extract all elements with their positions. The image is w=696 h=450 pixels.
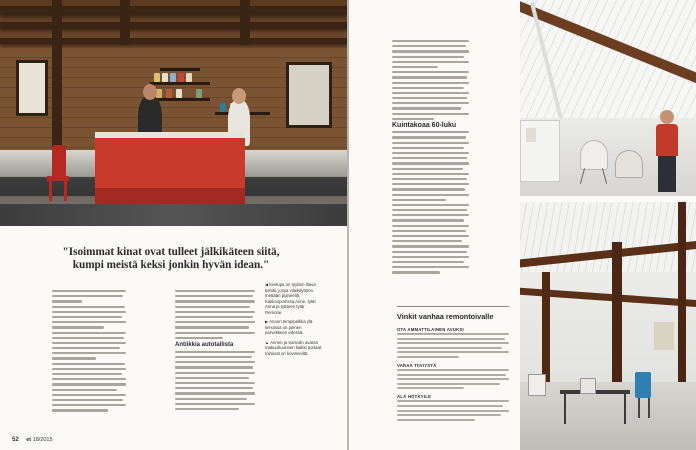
issue-number: 18/2015 bbox=[32, 437, 53, 443]
folio bbox=[12, 437, 53, 443]
photo-captions bbox=[265, 282, 323, 360]
page-number: 52 bbox=[12, 437, 19, 443]
magazine-name: et bbox=[26, 437, 32, 443]
attic-photo bbox=[520, 0, 696, 196]
subhead-antiikkia: Antiikkia autotallista bbox=[175, 341, 234, 348]
triangle-icon: ◀ bbox=[265, 282, 270, 287]
pull-quote: "Isoimmat kinat ovat tulleet jälkikäteen siitä, kumpi meistä keksi jonkin hyvän idean." bbox=[62, 246, 280, 271]
caption-2: ▶ Annen tempipelkka ylä kerrassa on pienen parvekkeen edessä. bbox=[265, 319, 313, 335]
tip-heading: VARAA TIIVIYSTÄ bbox=[397, 362, 437, 368]
triangle-icon: ▶ bbox=[265, 319, 270, 324]
body-column-2 bbox=[175, 290, 255, 413]
caption-3: ▲ Annen ja Samulin avaran makuuhuoneen kaikki portaat toimivat on kovinneiltä. bbox=[265, 339, 322, 356]
tips-title: Vinkit vanhaa remontoivalle bbox=[397, 312, 494, 321]
right-column-1 bbox=[392, 40, 469, 277]
tip-item bbox=[397, 363, 509, 389]
triangle-icon: ▲ bbox=[265, 339, 271, 345]
body-column-1 bbox=[52, 290, 126, 415]
caption-1: ◀ Kivitupa on tyylisin iltava kehitii, jossa viitekilyttöön mettään puineellä. Kakkosportissa Anne, tytär Anna ja tyttären tytär Remone. bbox=[265, 282, 316, 315]
left-page bbox=[0, 0, 347, 450]
tip-item bbox=[397, 394, 509, 420]
tip-item bbox=[397, 327, 509, 358]
subhead-kuintakoaa: Kuintakoaa 60-luku bbox=[392, 122, 457, 129]
tip-heading: ÄLÄ HÖTKYILE bbox=[397, 394, 432, 400]
beamed-room-photo bbox=[520, 202, 696, 450]
tip-heading: OTA AMMATTILAINEN AVUKSI bbox=[397, 327, 464, 332]
renovation-tips-box bbox=[397, 306, 509, 439]
red-kitchen-island bbox=[95, 132, 245, 208]
kitchen-photo bbox=[0, 0, 347, 226]
